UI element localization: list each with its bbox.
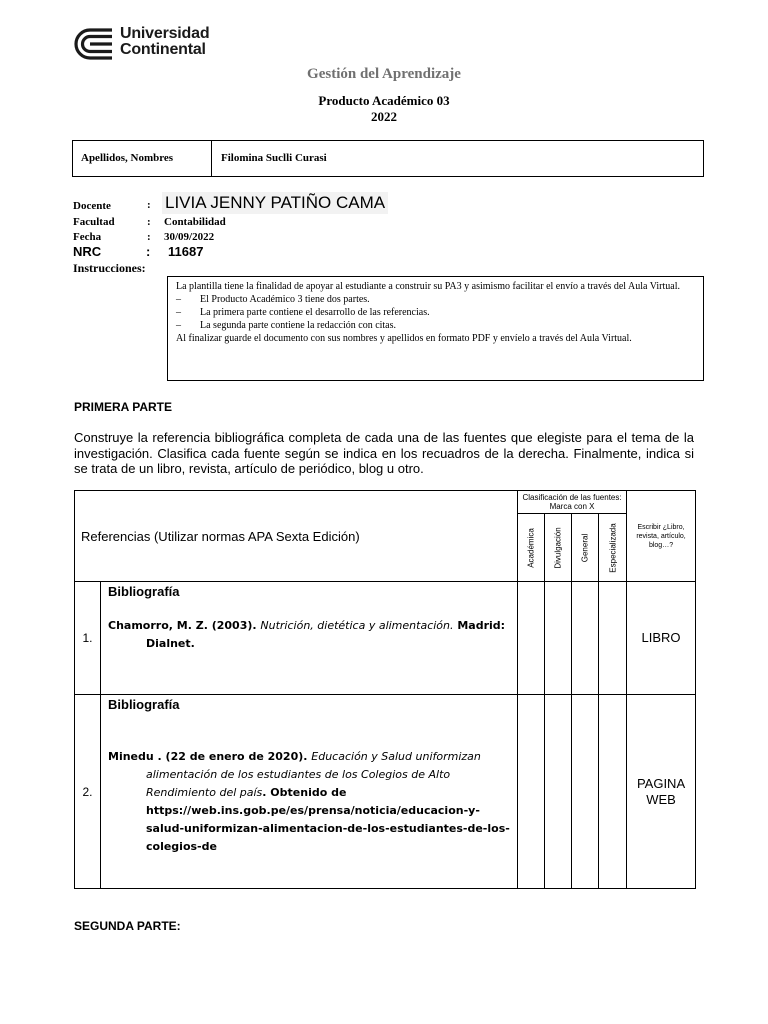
part-one-intro: Construye la referencia bibliográfica completa de cada una de las fuentes que elegiste para el tema de la investigación. Clasifica cada fuente según se indica en los recuadros de la derecha. Finalmente, indica si se trata de un libro, revista, artículo de periódico, blog u otro.: [74, 430, 694, 476]
class-col-academica: [518, 514, 545, 582]
reference-text: Chamorro, M. Z. (2003). Nutrición, dietética y alimentación. Madrid: Dialnet.: [108, 619, 506, 650]
source-type-header: Escribir ¿Libro, revista, artículo, blog…?: [627, 491, 696, 582]
name-box-divider: [211, 141, 212, 176]
row-number: 2.: [75, 695, 101, 889]
table-row: [75, 582, 696, 695]
references-table: [74, 490, 696, 889]
facultad-value: Contabilidad: [164, 216, 226, 228]
logo-line-1: Universidad: [120, 25, 210, 42]
instructions-bullet: [176, 293, 695, 306]
docente-colon: :: [147, 199, 151, 211]
facultad-colon: :: [147, 216, 151, 228]
bullet-text: La primera parte contiene el desarrollo de las referencias.: [200, 307, 430, 318]
instructions-closing: Al finalizar guarde el documento con sus nombres y apellidos en formato PDF y envíelo a través del Aula Virtual.: [176, 333, 632, 344]
bibliography-heading: Bibliografía: [108, 697, 180, 712]
product-year: 2022: [371, 109, 397, 124]
part-two-title: SEGUNDA PARTE:: [74, 919, 181, 933]
mark-cell[interactable]: [599, 582, 627, 695]
subject-title: Gestión del Aprendizaje: [307, 66, 461, 82]
instructions-box: [167, 276, 704, 381]
nrc-value: 11687: [168, 244, 204, 259]
university-logo: [72, 26, 232, 62]
student-name-label: Apellidos, Nombres: [81, 152, 174, 164]
facultad-label: Facultad: [73, 216, 115, 228]
class-col-label: Especializada: [608, 522, 618, 573]
table-row: [75, 695, 696, 889]
source-type-value: LIBRO: [627, 582, 696, 695]
fecha-value: 30/09/2022: [164, 231, 215, 243]
mark-cell[interactable]: [572, 582, 599, 695]
nrc-colon: :: [146, 244, 151, 259]
class-col-label: Académica: [526, 527, 536, 568]
mark-cell[interactable]: [545, 582, 572, 695]
docente-label: Docente: [73, 200, 111, 212]
instructions-intro: La plantilla tiene la finalidad de apoyar al estudiante a construir su PA3 y asimismo facilitar el envío a través del Aula Virtual.: [176, 281, 680, 292]
class-col-especializada: [599, 514, 627, 582]
class-col-divulgacion: [545, 514, 572, 582]
fecha-colon: :: [147, 231, 151, 243]
instructions-label: Instrucciones:: [73, 261, 146, 275]
product-title: Producto Académico 03: [318, 93, 450, 108]
bibliography-heading: Bibliografía: [108, 584, 180, 599]
instructions-bullet: [176, 306, 695, 319]
logo-line-2: Continental: [120, 41, 206, 58]
reference-cell: [101, 582, 518, 695]
class-col-general: [572, 514, 599, 582]
source-type-value: PAGINA WEB: [627, 695, 696, 889]
mark-cell[interactable]: [518, 582, 545, 695]
docente-value: LIVIA JENNY PATIÑO CAMA: [162, 192, 388, 214]
reference-text: Minedu . (22 de enero de 2020). Educación y Salud uniformizan alimentación de los estudiantes de los Colegios de Alto Rendimiento del país. Obtenido de https://web.ins.gob.pe/es/prensa/noticia/educacion-y-salud-uniformizan-alimentacion-de-los-estudiantes-de-los-colegios-de: [108, 750, 510, 853]
reference-cell: [101, 695, 518, 889]
part-one-title: PRIMERA PARTE: [74, 400, 173, 414]
instructions-bullet: [176, 319, 695, 332]
fecha-label: Fecha: [73, 231, 102, 243]
mark-cell[interactable]: [599, 695, 627, 889]
classification-header: Clasificación de las fuentes: Marca con X: [518, 491, 627, 514]
bullet-dash: –: [176, 307, 181, 318]
bullet-dash: –: [176, 294, 181, 305]
student-name-box: [72, 140, 704, 177]
mark-cell[interactable]: [545, 695, 572, 889]
bullet-text: La segunda parte contiene la redacción con citas.: [200, 320, 397, 331]
mark-cell[interactable]: [572, 695, 599, 889]
mark-cell[interactable]: [518, 695, 545, 889]
bullet-text: El Producto Académico 3 tiene dos partes.: [200, 294, 370, 305]
bullet-dash: –: [176, 320, 181, 331]
class-col-label: General: [580, 533, 590, 562]
row-number: 1.: [75, 582, 101, 695]
class-col-label: Divulgación: [553, 526, 563, 569]
nrc-label: NRC: [73, 244, 102, 259]
university-logo-icon: [72, 28, 114, 60]
student-name-value: Filomina Suclli Curasi: [221, 152, 327, 164]
references-header: Referencias (Utilizar normas APA Sexta Edición): [75, 491, 518, 582]
